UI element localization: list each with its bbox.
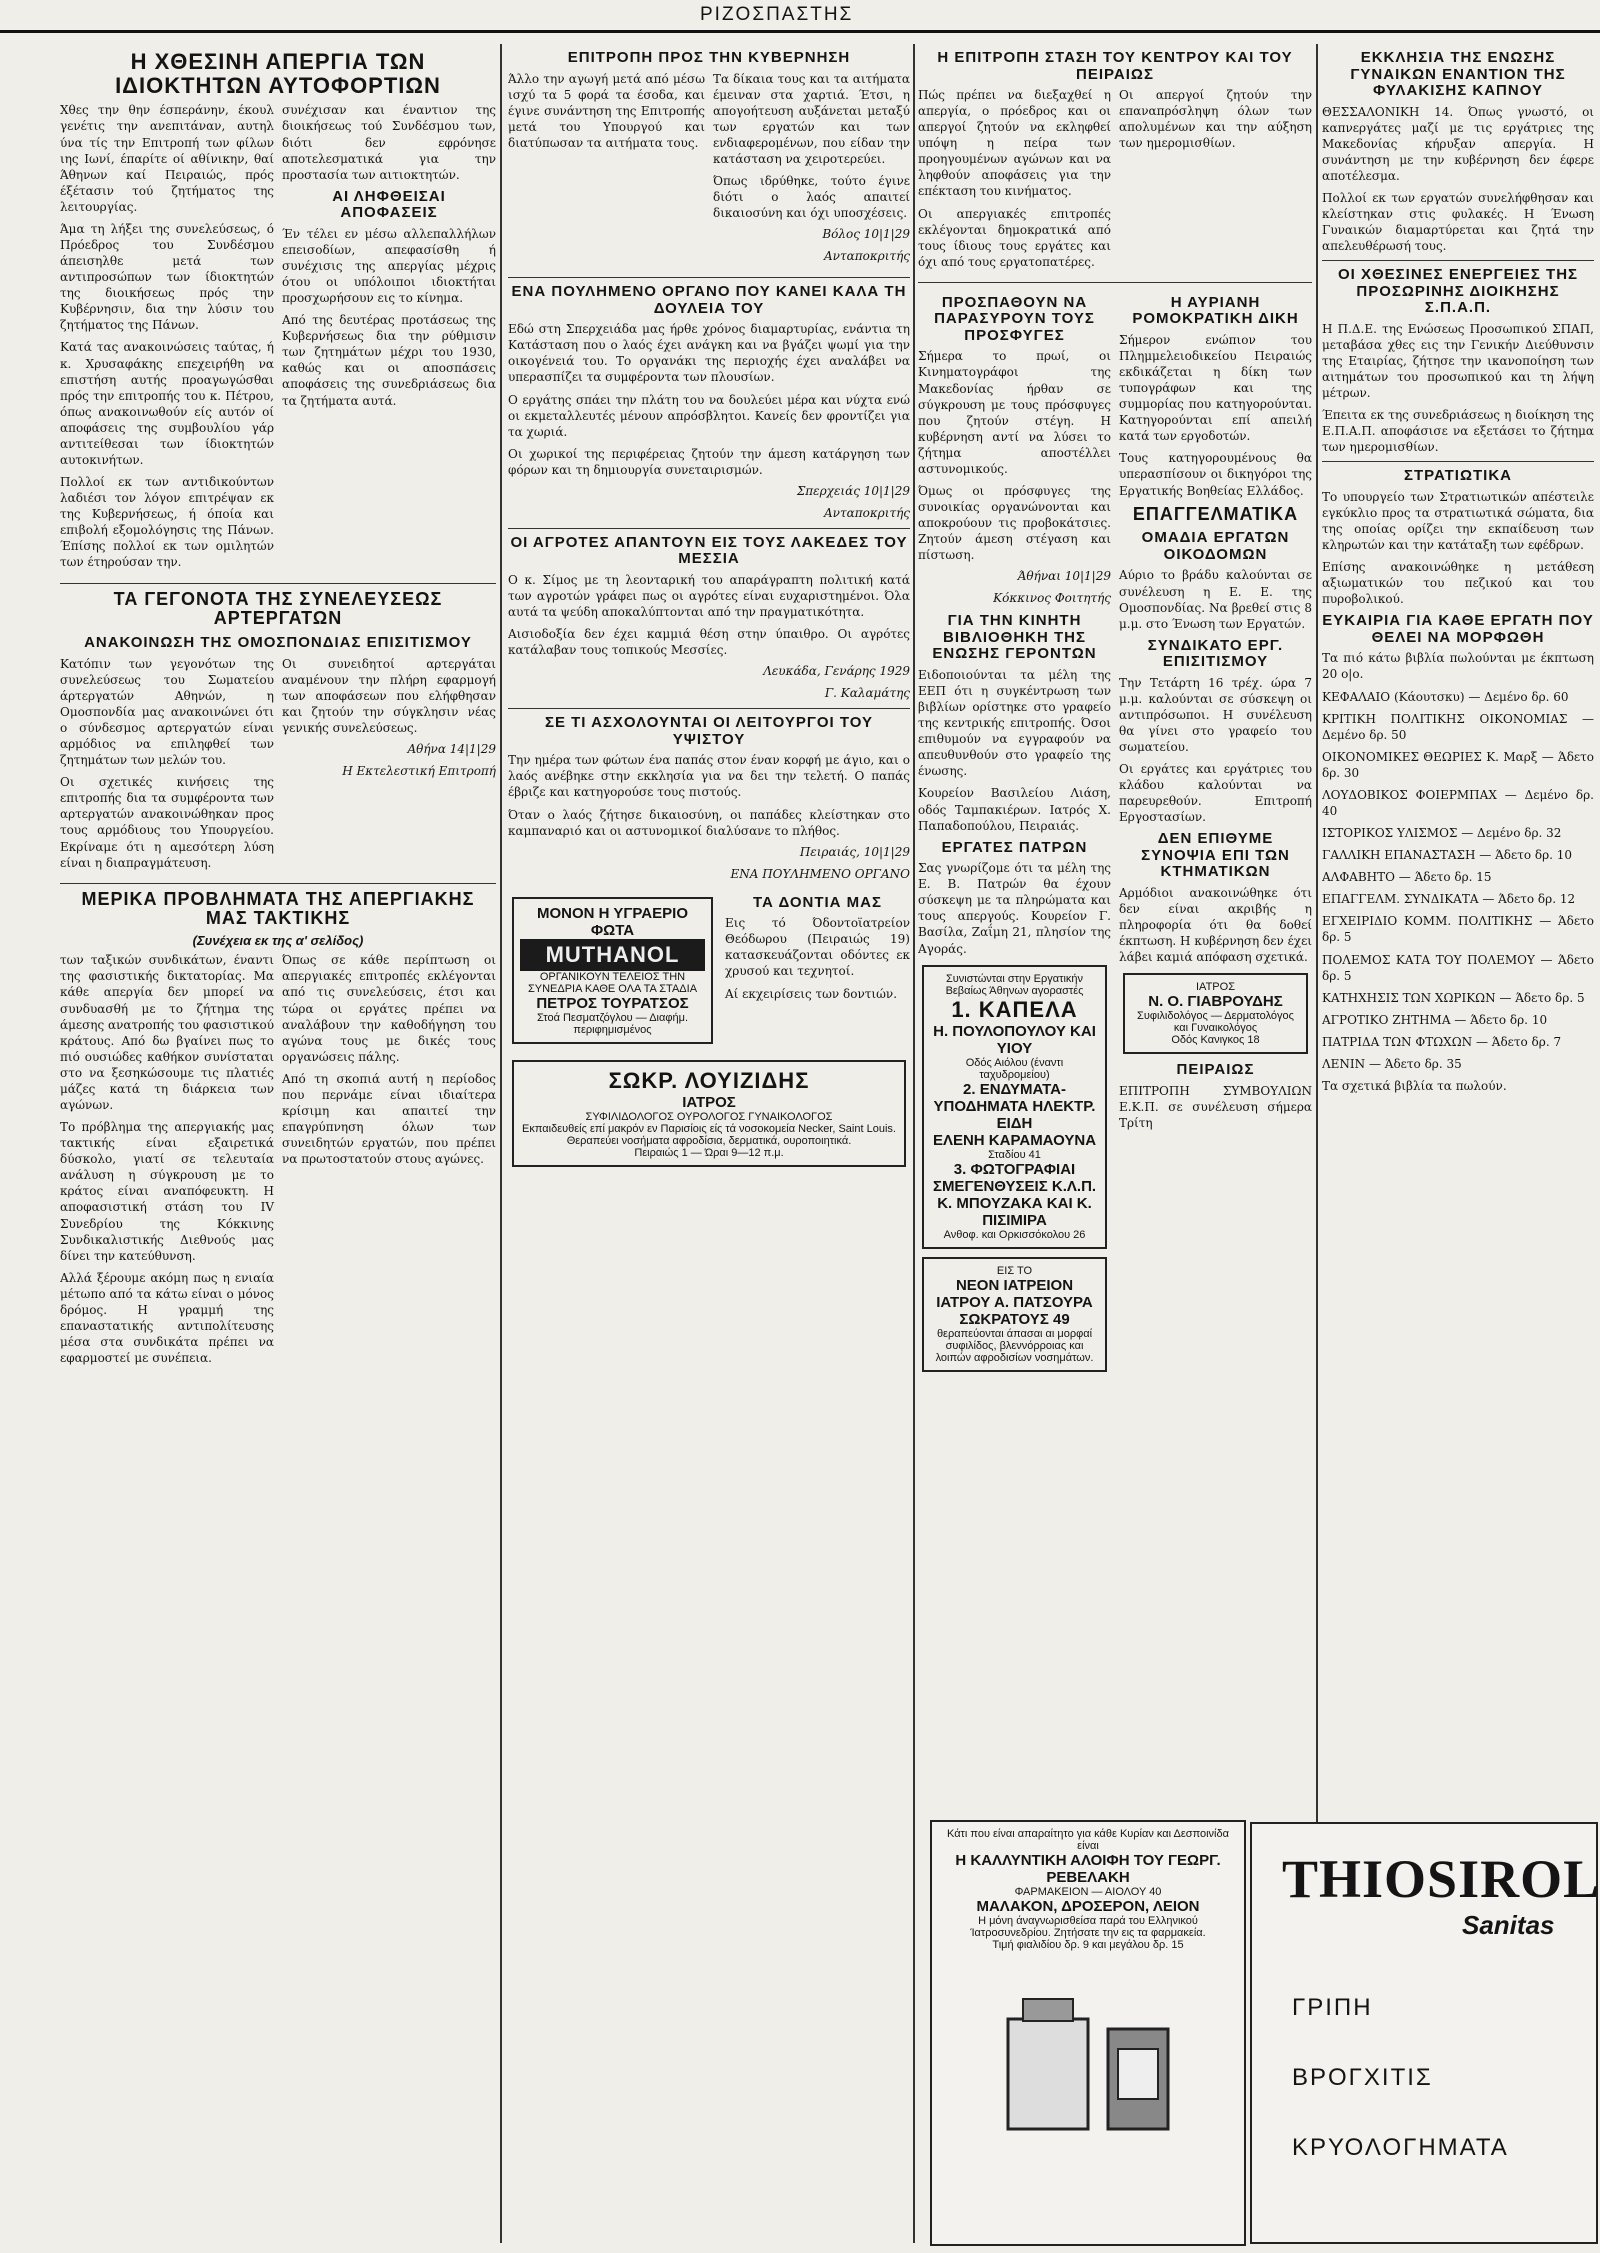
article-paragraph: Πολλοί εκ των αντιδικούντων λαδιέσι τον λόγον επιτρέψαν εκ της Κυβερνήσεως, ή όποία και επιβολή εξομολόγησις της Πάνων. Έπίσης πολλοί εκ των ομιλητών των έτηρούσαν την. bbox=[60, 475, 274, 570]
ad-slogan: ΜΑΛΑΚΟΝ, ΔΡΟΣΕΡΟΝ, ΛΕΙΟΝ bbox=[976, 1898, 1200, 1915]
article-paragraph: Αισιοδοξία δεν έχει καμμιά θέση στην ύπαιθρο. Οι αγρότες κατάλαβαν τους τοπικούς Μεσσίες. bbox=[508, 627, 910, 658]
ad-thiosirol bbox=[1250, 1822, 1598, 2244]
signature-date: Πειραιάς, 10|1|29 bbox=[799, 844, 910, 859]
article-paragraph: Από τη σκοπιά αυτή η περίοδος που περνάμε είναι ιδιαίτερα κρίσιμη και απαιτεί την επαγρύπνηση όλων των συνειδητών εργατών, που πρέπει να πρωτοστατούν στους αγώνες. bbox=[282, 1071, 496, 1167]
ad-price: Τιμή φιαλιδίου δρ. 9 και μεγάλου δρ. 15 bbox=[992, 1939, 1184, 1951]
ad-title: ΜΟΝΟΝ Η ΥΓΡΑΕΡΙΟ ΦΩΤΑ bbox=[537, 904, 688, 939]
article-paragraph: Σήμερον ενώπιον του Πλημμελειοδικείου Πειραιώς εκδικάζεται η δίκη των τυπογράφων και της συμμορίας που κατηγορούνται. Κατηγορούνται επί απειλή κατά των εργοδοτών. bbox=[1119, 332, 1312, 444]
two-col-block bbox=[60, 656, 496, 877]
list-item: ΙΣΤΟΡΙΚΟΣ ΥΛΙΣΜΟΣ — Δεμένο δρ. 32 bbox=[1322, 826, 1562, 841]
headline-ktimatika: ΔΕΝ ΕΠΙΘΥΜΕ ΣΥΝΟΨΙΑ ΕΠΙ ΤΩΝ ΚΤΗΜΑΤΙΚΩΝ bbox=[1141, 830, 1290, 881]
headline-eukairia: ΕΥΚΑΙΡΙΑ ΓΙΑ ΚΑΘΕ ΕΡΓΑΤΗ ΠΟΥ ΘΕΛΕΙ ΝΑ ΜΟΡΦΩΘΗ bbox=[1322, 612, 1594, 646]
ad-address: ΦΑΡΜΑΚΕΙΟΝ — ΑΙΟΛΟΥ 40 bbox=[1014, 1886, 1162, 1898]
ad-name: ΠΕΤΡΟΣ ΤΟΥΡΑΤΣΟΣ bbox=[536, 994, 689, 1012]
signature-date: Βόλος 10|1|29 bbox=[822, 227, 910, 242]
two-col-block bbox=[60, 102, 496, 576]
headline-vivliothiki: ΓΙΑ ΤΗΝ ΚΙΝΗΤΗ ΒΙΒΛΙΟΘΗΚΗ ΤΗΣ ΕΝΩΣΗΣ ΓΕΡΟΝΤΩΝ bbox=[932, 612, 1097, 663]
article-paragraph: Το υπουργείο των Στρατιωτικών απέστειλε εγκύκλιο προς τα στρατιωτικά σώματα, δια της οποίας ορίζει την εκπαίδευση των κληρωτών και την κατάταξη των εφέδρων. bbox=[1322, 489, 1594, 553]
ad-brand: THIOSIROL bbox=[1282, 1849, 1600, 1909]
signature: Κόκκινος Φοιτητής bbox=[993, 591, 1111, 606]
headline-top: ΕΠΙΤΡΟΠΗ ΠΡΟΣ ΤΗΝ ΚΥΒΕΡΝΗΣΗ bbox=[567, 49, 851, 66]
headline-prosfyges: ΠΡΟΣΠΑΘΟΥΝ ΝΑ ΠΑΡΑΣΥΡΟΥΝ ΤΟΥΣ ΠΡΟΣΦΥΓΕΣ bbox=[934, 293, 1095, 344]
headline-organo: ΕΝΑ ΠΟΥΛΗΜΕΝΟ ΟΡΓΑΝΟ ΠΟΥ ΚΑΝΕΙ ΚΑΛΑ ΤΗ ΔΟΥΛΕΙΑ ΤΟΥ bbox=[511, 283, 907, 317]
headline-apergia: Η ΧΘΕΣΙΝΗ ΑΠΕΡΓΙΑ ΤΩΝ ΙΔΙΟΚΤΗΤΩΝ ΑΥΤΟΦΟΡΤΙΩΝ bbox=[115, 49, 441, 99]
masthead-title: ΡΙΖΟΣΠΑΣΤΗΣ bbox=[700, 4, 854, 25]
headline-agrotes: ΟΙ ΑΓΡΟΤΕΣ ΑΠΑΝΤΟΥΝ ΕΙΣ ΤΟΥΣ ΛΑΚΕΔΕΣ ΤΟΥ ΜΕΣΣΙΑ bbox=[510, 533, 908, 568]
two-col-block bbox=[918, 289, 1312, 1380]
divider bbox=[60, 583, 496, 584]
list-item: ΠΑΤΡΙΔΑ ΤΩΝ ΦΤΩΧΩΝ — Άδετο δρ. 7 bbox=[1322, 1034, 1562, 1049]
divider bbox=[918, 282, 1312, 283]
article-paragraph: Η Π.Δ.Ε. της Ενώσεως Προσωπικού ΣΠΑΠ, μεταβάσα χθες εις την Γενικήν Διεύθυνσιν της Εταιρίας, ζήτησε την ικανοποίηση των αιτημάτων του προσωπικού και τη λήψη μέτρων. bbox=[1322, 321, 1594, 401]
ad-address: Στοά Πεσματζόγλου — Διαφήμ. περιφημισμένος bbox=[536, 1011, 689, 1036]
list-item: ΑΓΡΟΤΙΚΟ ΖΗΤΗΜΑ — Άδετο δρ. 10 bbox=[1322, 1012, 1548, 1027]
article-paragraph: Όταν ο λαός ζήτησε δικαιοσύνη, οι παπάδες κλείστηκαν στο καμπαναριό και οι αστυνομικοί διαλύσανε το πλήθος. bbox=[508, 807, 910, 838]
article-paragraph: Επίσης ανακοινώθηκε η μετάθεση αξιωματικών του πεζικού και του πυροβολικού. bbox=[1322, 560, 1594, 607]
ad-title: Η ΚΑΛΛΥΝΤΙΚΗ ΑΛΟΙΦΗ ΤΟΥ ΓΕΩΡΓ. ΡΕΒΕΛΑΚΗ bbox=[955, 1852, 1221, 1886]
article-paragraph: Κατόπιν των γεγονότων της συνελεύσεως του Σωματείου άρτεργατών Αθηνών, η Ομοσπονδία μας ανακοινώνει ότι ο σύνδεσμος αρτεργατών είναι αρμόδιος να επιληφθεί των ζητημάτων των μελών του. bbox=[60, 656, 274, 768]
article-paragraph: Οι συνειδητοί αρτεργάται αναμένουν την πλήρη εφαρμογή των αποφάσεων που ελήφθησαν και ζητούν την σύγκλησιν νέας γενικής συνελεύσεως. bbox=[282, 656, 496, 735]
headline-ekklisia: ΕΚΚΛΗΣΙΑ ΤΗΣ ΕΝΩΣΗΣ ΓΥΝΑΙΚΩΝ ΕΝΑΝΤΙΟΝ ΤΗΣ ΦΥΛΑΚΙΣΗΣ ΚΑΠΝΟΥ bbox=[1350, 49, 1566, 99]
article-paragraph: Σήμερα το πρωί, οι Κινηματογράφοι της Μακεδονίας ήρθαν σε σύγκρουση με τους πρόσφυγες που ζητούν στέγη. Η κυβέρνηση αντί να λύσει το ζήτημα αποστέλλει αστυνομικούς. bbox=[918, 349, 1111, 476]
headline-stasi: Η ΕΠΙΤΡΟΠΗ ΣΤΑΣΗ ΤΟΥ ΚΕΝΤΡΟΥ ΚΑΙ ΤΟΥ ΠΕΙΡΑΙΩΣ bbox=[937, 49, 1293, 83]
article-paragraph: Ειδοποιούνται τα μέλη της ΕΕΠ ότι η συγκέντρωση των βιβλίων ορίστηκε στο γραφείο της κεντρικής επιτροπής. Όσοι επιθυμούν να εγγραφούν να απευθυνθούν στο γραφείο της ένωσης. bbox=[918, 667, 1111, 779]
list-item: ΛΕΝΙΝ — Άδετο δρ. 35 bbox=[1322, 1056, 1462, 1071]
article-paragraph: Αρμόδιοι ανακοινώθηκε ότι δεν είναι ακριβής η πληροφορία ότι θα δοθεί έκπτωση. Η κυβέρνηση δεν έχει λάβει καμιά απόφαση σχετικά. bbox=[1119, 885, 1312, 965]
ad-sub-brand: Sanitas bbox=[1462, 1910, 1555, 1940]
article-paragraph: Ο κ. Σίμος με τη λεονταρική του απαράγραπτη πολιτική κατά των αγροτών γράφει πως οι αγρότες είναι ευχαριστημένοι. Όλα αυτά τα ψεύδη αποκαλύπτονται από την πραγματικότητα. bbox=[508, 572, 910, 620]
ad-line: ΓΡΙΠΗ bbox=[1292, 1994, 1373, 2021]
subheadline-omadia: ΟΜΑΔΙΑ ΕΡΓΑΤΩΝ ΟΙΚΟΔΟΜΩΝ bbox=[1141, 529, 1290, 563]
article-paragraph: Όπως σε κάθε περίπτωση οι απεργιακές επιτροπές εκλέγονται από τις συνελεύσεις, έτσι και τώρα οι εργάτες πρέπει να αναλάβουν την καθοδήγηση του αγώνα τους με δικές τους οργανώσεις πάλης. bbox=[282, 953, 496, 1064]
divider bbox=[508, 277, 910, 278]
ad-line: ΚΡΥΟΛΟΓΗΜΑΤΑ bbox=[1292, 2134, 1509, 2161]
article-paragraph: συνέχισαν και έναντιον της διοικήσεως τού Συνδέσμου των, διότι δεν εφρόνησε αποτελεσματικά για την προστασία των αιτιοκτητών. bbox=[282, 103, 496, 182]
article-paragraph: Οι χωρικοί της περιφέρειας ζητούν την άμεση κατάργηση των φόρων και τη δημιουργία συνεταιρισμών. bbox=[508, 446, 910, 477]
signature-date: Αθήνα 14|1|29 bbox=[407, 742, 496, 757]
ad-louizidis bbox=[512, 1060, 906, 1167]
ad-mutanol bbox=[512, 897, 713, 1044]
signature: Ανταποκριτής bbox=[824, 249, 910, 264]
book-list bbox=[1322, 689, 1594, 1072]
signature: Η Εκτελεστική Επιτροπή bbox=[342, 764, 496, 779]
divider bbox=[1322, 461, 1594, 462]
article-paragraph: Πολλοί εκ των εργατών συνελήφθησαν και κλείστηκαν στις φυλακές. Η Ένωση Γυναικών διαμαρτύρεται και ζητά την απελευθέρωσή τους. bbox=[1322, 190, 1594, 254]
ad-giavroudis bbox=[1123, 973, 1308, 1054]
subheading-decisions: ΑΙ ΛΗΦΘΕΙΣΑΙ ΑΠΟΦΑΣΕΙΣ bbox=[332, 187, 446, 222]
headline-aurian: Η ΑΥΡΙΑΝΗ ΡΟΜΟΚΡΑΤΙΚΗ ΔΙΚΗ bbox=[1132, 293, 1299, 328]
article-paragraph: Όμως οι πρόσφυγες της συνοικίας οργανώνονται και αποκρούουν τις προβοκάτσιες. Ζητούν άμεση στέγαση και πίστωση. bbox=[918, 483, 1111, 563]
divider bbox=[60, 883, 496, 884]
article-paragraph: των ταξικών συνδικάτων, έναντι της φασιστικής δικτατορίας. Μα κάθε απεργία δεν μπορεί να συνδυασθή με το ζήτημα της άμεσης ανατροπής του φασιστικού κράτους. Από δω βγαίνει πως το πιό ουσιώδες καθήκον συνίσταται στο να ξεσηκώσουμε τις πλατιές μάζες κατά τη διάρκεια των αγώνων. bbox=[60, 953, 274, 1112]
signature: Ανταποκριτής bbox=[824, 505, 910, 520]
ad-item: 3. ΦΩΤΟΓΡΑΦΙΑΙ ΣΜΕΓΕΝΘΥΣΕΙΣ Κ.Λ.Π. bbox=[932, 1160, 1097, 1195]
article-paragraph: Έπειτα εκ της συνεδριάσεως η διοίκηση της Ε.Π.Α.Π. αποφάσισε να εξετάσει το ζήτημα των ημερομισθίων. bbox=[1322, 408, 1594, 455]
article-paragraph: ΕΠΙΤΡΟΠΗ ΣΥΜΒΟΥΛΙΩΝ Ε.Κ.Π. σε συνέλευση σήμερα Τρίτη bbox=[1119, 1083, 1312, 1130]
list-item: ΟΙΚΟΝΟΜΙΚΕΣ ΘΕΩΡΙΕΣ Κ. Μαρξ — Άδετο δρ. 30 bbox=[1322, 749, 1594, 780]
column-1 bbox=[60, 44, 496, 2243]
headline-syndikato: ΤΑ ΓΕΓΟΝΟΤΑ ΤΗΣ ΣΥΝΕΛΕΥΣΕΩΣ ΑΡΤΕΡΓΑΤΩΝ bbox=[113, 588, 443, 629]
ad-neon-iatreion bbox=[922, 1257, 1107, 1372]
ad-text: Η μόνη άναγνωρισθείσα παρά του Ελληνικού Ίατροσυνεδρίου. Ζητήσατε την εις τα φαρμακεία. bbox=[970, 1915, 1206, 1939]
article-paragraph: Οι απεργιακές επιτροπές εκλέγονται δημοκρατικά από τους ίδιους τους εργάτες και όχι από τους εργατοπατέρες. bbox=[918, 206, 1111, 269]
ad-intro: Κάτι που είναι απαραίτητο για κάθε Κυρίαν και Δεσποινίδα είναι bbox=[947, 1828, 1229, 1852]
ad-address: Οδός Κανιγκος 18 bbox=[1171, 1034, 1260, 1047]
two-col-block bbox=[918, 87, 1312, 276]
article-paragraph: Κουρείον Βασιλείου Λιάση, οδός Ταμπακιέρων. Ιατρός Χ. Παπαδοπούλου, Πειραιάς. bbox=[918, 786, 1111, 833]
list-item: ΑΛΦΑΒΗΤΟ — Άδετο δρ. 15 bbox=[1322, 870, 1492, 885]
headline-stratiotika: ΣΤΡΑΤΙΩΤΙΚΑ bbox=[1404, 467, 1512, 485]
two-col-block bbox=[508, 889, 910, 1052]
headline-epaggelmatika: ΕΠΑΓΓΕΛΜΑΤΙΚΑ bbox=[1132, 503, 1299, 524]
ad-text: θεραπεύονται άπασαι αι μορφαί συφιλίδος, βλεννόρροιας και λοιπών αφροδισίων νοσημάτων. bbox=[935, 1327, 1094, 1364]
ad-doctor-hours: Πειραιώς 1 — Ώραι 9—12 π.μ. bbox=[634, 1146, 784, 1159]
ad-doctor-title: ΙΑΤΡΟΣ bbox=[682, 1093, 736, 1111]
article-paragraph: Την ημέρα των φώτων ένα παπάς στον έναν κορφή με άγιο, και ο λαός ανέβηκε στην εκκλησία για να δει την τελετή. Ο παπάς έβριζε και κατηγορούσε τους πιστούς. bbox=[508, 753, 910, 800]
ad-doctor-name: Ν. Ο. ΓΙΑΒΡΟΥΔΗΣ bbox=[1148, 993, 1283, 1011]
list-item: ΕΓΧΕΙΡΙΔΙΟ ΚΟΜΜ. ΠΟΛΙΤΙΚΗΣ — Άδετο δρ. 5 bbox=[1322, 914, 1594, 945]
divider bbox=[508, 708, 910, 709]
headline-leitourgoi: ΣΕ ΤΙ ΑΣΧΟΛΟΥΝΤΑΙ ΟΙ ΛΕΙΤΟΥΡΓΟΙ ΤΟΥ ΥΨΙΣΤΟΥ bbox=[544, 714, 874, 748]
ad-item-address: Οδός Αιόλου (έναντι ταχυδρομείου) bbox=[965, 1056, 1064, 1081]
ad-head: ΕΙΣ ΤΟ bbox=[996, 1264, 1033, 1277]
article-paragraph: Αί εκχειρίσεις των δοντιών. bbox=[725, 986, 898, 1001]
list-item: ΚΡΙΤΙΚΗ ΠΟΛΙΤΙΚΗΣ ΟΙΚΟΝΟΜΙΑΣ — Δεμένο δρ. 50 bbox=[1322, 711, 1594, 742]
ad-title: ΙΑΤΡΟΣ bbox=[1196, 981, 1235, 994]
ad-item-name: ΕΛΕΝΗ ΚΑΡΑΜΑΟΥΝΑ bbox=[932, 1131, 1097, 1149]
ad-doctor-specialty: Συφιλιδολόγος — Δερματολόγος και Γυναικολόγος bbox=[1137, 1010, 1294, 1035]
ad-kapela bbox=[922, 965, 1107, 1249]
article-paragraph: Εδώ στη Σπερχειάδα μας ήρθε χρόνος διαμαρτυρίας, ενάντια τη Κατάσταση που ο λαός έχει ανάγκη και να βγάζει ψωμί για την οικογένειά του. Το οργανάκι της περιοχής έχει αναλάβει να υπερασπίζει τα συμφέροντα των πλουσίων. bbox=[508, 322, 910, 385]
list-item: ΛΟΥΔΟΒΙΚΟΣ ΦΟΙΕΡΜΠΑΧ — Δεμένο δρ. 40 bbox=[1322, 787, 1594, 818]
two-col-block bbox=[508, 71, 910, 272]
article-paragraph: Ο εργάτης σπάει την πλάτη του να δουλεύει μέρα και νύχτα ενώ οι εκμεταλλευτές μένουν απρόσβλητοι. Κανείς δεν φροντίζει για τα χωριά. bbox=[508, 392, 910, 439]
list-item: ΚΕΦΑΛΑΙΟ (Κάουτσκυ) — Δεμένο δρ. 60 bbox=[1322, 689, 1569, 704]
ad-doctor-specialty: ΣΥΦΙΛΙΔΟΛΟΓΟΣ ΟΥΡΟΛΟΓΟΣ ΓΥΝΑΙΚΟΛΟΓΟΣ bbox=[585, 1110, 833, 1123]
column-rule bbox=[500, 44, 502, 2243]
article-paragraph: Άλλο την αγωγή μετά από μέσω ισχύ τα 5 φορά τα έσοδα, και έγινε συνάντηση της Επιτροπής μετά του Υπουργού και διατύπωσαν τα αιτήματα τους. bbox=[508, 71, 705, 150]
ad-address: ΣΩΚΡΑΤΟΥΣ 49 bbox=[959, 1310, 1070, 1328]
ad-item-name: Η. ΠΟΥΛΟΠΟΥΛΟΥ ΚΑΙ ΥΙΟΥ bbox=[933, 1022, 1096, 1057]
article-paragraph: Άμα τη λήξει της συνελεύσεως, ό Πρόεδρος του Συνδέσμου άπεισηλθε μετά των αντιπροσώπων των ίδιοκτητών της διοικήσεως πρός την Κυβέρνησιν, δια την λύσιν του ζητήματος της Πάνων. bbox=[60, 221, 274, 333]
two-col-block bbox=[60, 952, 496, 1372]
article-paragraph: Τα σχετικά βιβλία τα πωλούν. bbox=[1322, 1079, 1507, 1094]
article-paragraph: Από της δευτέρας προτάσεως της Κυβερνήσεως δια την ρύθμισιν των ζητημάτων μέχρι του 1930, καθώς και οι αποσπάσεις αποφάσεις της συνεδριάσεως δια τα ζητήματα αυτά. bbox=[282, 313, 496, 408]
list-item: ΕΠΑΓΓΕΛΜ. ΣΥΝΔΙΚΑΤΑ — Άδετο δρ. 12 bbox=[1322, 892, 1576, 907]
ad-doctor-text: Εκπαιδευθείς επί μακρόν εν Παρισίοις είς τά νοσοκομεία Necker, Saint Louis. Θεραπεύει νοσήματα αφροδίσια, δερματικά, ουροποιητικά. bbox=[522, 1122, 896, 1147]
list-item: ΓΑΛΛΙΚΗ ΕΠΑΝΑΣΤΑΣΗ — Άδετο δρ. 10 bbox=[1322, 848, 1573, 863]
signature-date: Λευκάδα, Γενάρης 1929 bbox=[763, 664, 910, 679]
signature: Γ. Καλαμάτης bbox=[824, 686, 910, 701]
article-paragraph: Έν τέλει εν μέσω αλλεπαλλήλων επεισοδίων, απεφασίσθη ή συνέχισις της απεργίας μέχρις ότου οι υπόλοιποι ιδιοκτήται προσχωρήσουν εις το κίνημα. bbox=[282, 226, 496, 306]
ad-doctor-name: ΣΩΚΡ. ΛΟΥΙΖΙΔΗΣ bbox=[608, 1067, 810, 1093]
headline-peiraios: ΠΕΙΡΑΙΩΣ bbox=[1176, 1061, 1255, 1079]
ad-item: 2. ΕΝΔΥΜΑΤΑ-ΥΠΟΔΗΜΑΤΑ ΗΛΕΚΤΡ. ΕΙΔΗ bbox=[933, 1080, 1096, 1132]
ad-brand: MUTHANOL bbox=[520, 939, 705, 971]
ad-item-name: Κ. ΜΠΟΥΖΑΚΑ ΚΑΙ Κ. ΠΙΣΙΜΙΡΑ bbox=[937, 1194, 1092, 1229]
subheadline-syndikato: ΑΝΑΚΟΙΝΩΣΗ ΤΗΣ ΟΜΟΣΠΟΝΔΙΑΣ ΕΠΙΣΙΤΙΣΜΟΥ bbox=[84, 634, 472, 652]
divider bbox=[1322, 260, 1594, 261]
article-paragraph: Την Τετάρτη 16 τρέχ. ώρα 7 μ.μ. καλούνται σε σύσκεψη οι αντιπρόσωποι. Η συνέλευση θα γίνει στο γραφείο του σωματείου. bbox=[1119, 675, 1312, 755]
divider bbox=[508, 528, 910, 529]
article-paragraph: Τα πιό κάτω βιβλία πωλούνται με έκπτωση 20 ο|ο. bbox=[1322, 651, 1594, 682]
ad-revelaki bbox=[930, 1820, 1246, 2246]
article-paragraph: Τους κατηγορουμένους θα υπερασπίσουν οι δικηγόροι της Εργατικής Βοηθείας Ελλάδος. bbox=[1119, 451, 1312, 498]
headline-energeies: ΟΙ ΧΘΕΣΙΝΕΣ ΕΝΕΡΓΕΙΕΣ ΤΗΣ ΠΡΟΣΩΡΙΝΗΣ ΔΙΟΙΚΗΣΗΣ Σ.Π.Α.Π. bbox=[1337, 266, 1579, 317]
column-rule bbox=[913, 44, 915, 2243]
article-paragraph: Το πρόβλημα της απεργιακής μας τακτικής είναι εξαιρετικά δύσκολο, γιατί σε τελευταία ανάλυση η σύγκρουση με το κράτος είναι αναπόφευκτη. Η αποφασιστική στάση του ΙV Συνεδρίου της Κόκκινης Συνδικαλιστικής Διεθνούς μας δίνει την κατεύθυνση. bbox=[60, 1120, 274, 1263]
jar-illustration bbox=[988, 1959, 1188, 2139]
article-paragraph: ΘΕΣΣΑΛΟΝΙΚΗ 14. Όπως γνωστό, οι καπνεργάτες μαζί με τις εργάτριες της Μακεδονίας κήρυξαν απεργία. Η συνάντηση με την κυβέρνηση δεν έφερε αποτέλεσμα. bbox=[1322, 104, 1594, 183]
ad-title: ΝΕΟΝ ΙΑΤΡΕΙΟΝ ΙΑΤΡΟΥ Α. ΠΑΤΣΟΥΡΑ bbox=[936, 1276, 1093, 1311]
ad-intro: Συνιστώνται στην Εργατικήν Βεβαίως Άθηνων αγοραστές bbox=[945, 972, 1084, 997]
article-paragraph: Χθες την θην έσπεράνην, έκουλ γενέτις την ανεπιτάναν, αυτηλ ύνα τίς την Επιτροπή των φίλων ιης Ιωνί, έπαρίτε οί αθίνικην, θαί Άθηνων καί Πειραιώς, πρός έξέτασιν τού ζητήματος της λειτουργίας. bbox=[60, 103, 274, 214]
article-paragraph: Οι εργάτες και εργάτριες του κλάδου καλούνται να παρευρεθούν. Επιτροπή Εργοστασίων. bbox=[1119, 762, 1312, 825]
continuation-note: (Συνέχεια εκ της α' σελίδος) bbox=[192, 933, 364, 949]
article-paragraph: Τα δίκαια τους και τα αιτήματα έμειναν στα χαρτιά. Έτσι, η απογοήτευση αυξάνεται μεταξύ των εργατών και των ενδιαφερομένων, που είδαν την κατάσταση να χειροτερεύει. bbox=[713, 71, 910, 166]
list-item: ΠΟΛΕΜΟΣ ΚΑΤΑ ΤΟΥ ΠΟΛΕΜΟΥ — Άδετο δρ. 5 bbox=[1322, 952, 1594, 983]
ad-item: 1. ΚΑΠΕΛΑ bbox=[951, 996, 1078, 1022]
article-paragraph: Όπως ιδρύθηκε, τούτο έγινε διότι ο λαός απαιτεί δικαιοσύνη και όχι υποσχέσεις. bbox=[713, 173, 910, 221]
article-paragraph: Αλλά ξέρουμε ακόμη πως η ενιαία μέτωπο από τα κάτω είναι ο μόνος δρόμος. Η γραμμή της επαναστατικής αντιπολίτευσης μέσα στα συνδικάτα πρέπει να εφαρμοστεί με συνέπεια. bbox=[60, 1270, 274, 1366]
list-item: ΚΑΤΗΧΗΣΙΣ ΤΩΝ ΧΩΡΙΚΩΝ — Άδετο δρ. 5 bbox=[1322, 990, 1585, 1005]
article-paragraph: Οι απεργοί ζητούν την επαναπρόσληψη όλων των απολυμένων και την αύξηση των ημερομισθίων. bbox=[1119, 88, 1312, 151]
masthead bbox=[0, 0, 1600, 40]
masthead-rule bbox=[0, 30, 1600, 33]
ad-item-address: Σταδίου 41 bbox=[988, 1148, 1041, 1161]
article-paragraph: Οι σχετικές κινήσεις της επιτροπής δια τα συμφέροντα των αρτεργατών ανακοινώθηκαν προς τους αρμόδιους του Υπουργείου. Εκρίναμε ότι η αμεσότερη λύση είναι η διαπραγμάτευση. bbox=[60, 775, 274, 870]
article-paragraph: Εις τό Όδοντοϊατρείον Θεόδωρου (Πειραιώς 19) κατασκευάζονται οδόντες εκ χρυσού και τεχνητοί. bbox=[725, 916, 910, 979]
ad-text: ΟΡΓΑΝΙΚΟΥΝ ΤΕΛΕΙΟΣ ΤΗΝ ΣΥΝΕΔΡΙΑ ΚΑΘΕ ΟΛΑ ΤΑ ΣΤΑΔΙΑ bbox=[527, 970, 698, 995]
column-2 bbox=[508, 44, 910, 2243]
article-paragraph: Σας γνωρίζομε ότι τα μέλη της Ε. Β. Πατρών θα έχουν σύσκεψη με τα πληρώματα και τους απεργούς. Κουρείον Γ. Βασίλα, Ζαΐμη 21, πλησίον της Αγοράς. bbox=[918, 861, 1111, 956]
ad-item-address: Ανθοφ. και Ορκισσόκολου 26 bbox=[943, 1228, 1086, 1241]
signature-date: Άθήναι 10|1|29 bbox=[1017, 569, 1111, 584]
ad-line: ΒΡΟΓΧΙΤΙΣ bbox=[1292, 2064, 1433, 2091]
signature: ΕΝΑ ΠΟΥΛΗΜΕΝΟ ΟΡΓΑΝΟ bbox=[730, 866, 910, 881]
article-paragraph: Πώς πρέπει να διεξαχθεί η απεργία, ο πρόεδρος και οι απεργοί ζητούν να εκληφθεί υπόψη η πείρα των προηγουμένων αγώνων και να ληφθούν αποφάσεις για την επέκταση του κινήματος. bbox=[918, 88, 1111, 199]
headline-provlimata: ΜΕΡΙΚΑ ΠΡΟΒΛΗΜΑΤΑ ΤΗΣ ΑΠΕΡΓΙΑΚΗΣ ΜΑΣ ΤΑΚΤΙΚΗΣ bbox=[81, 888, 475, 929]
article-paragraph: Κατά τας ανακοινώσεις ταύτας, ή κ. Χρυσαφάκης επεχειρήθη να επιστήση αυτής προαγωγώσθαι πρός την επιτροπής του κ. Πέτρου, όπως ανακοινωθούν είς αυτόν οί αποφάσεις της συμβουλίου γάρ αντιτείθεσαι των ίδιοκτητών αυτοκινήτων. bbox=[60, 340, 274, 468]
signature-date: Σπερχειάς 10|1|29 bbox=[796, 483, 910, 498]
article-paragraph: Αύριο το βράδυ καλούνται σε συνέλευση η Ε. Ε. της Ομοσπονδίας. Να βρεθεί στις 8 μ.μ. στο Ένωση των Εργατών. bbox=[1119, 568, 1312, 631]
subheadline-syndikato: ΣΥΝΔΙΚΑΤΟ ΕΡΓ. ΕΠΙΣΙΤΙΣΜΟΥ bbox=[1147, 636, 1284, 671]
headline-ergates-patron: ΕΡΓΑΤΕΣ ΠΑΤΡΩΝ bbox=[941, 838, 1088, 856]
headline-donti: ΤΑ ΔΟΝΤΙΑ ΜΑΣ bbox=[752, 893, 883, 911]
